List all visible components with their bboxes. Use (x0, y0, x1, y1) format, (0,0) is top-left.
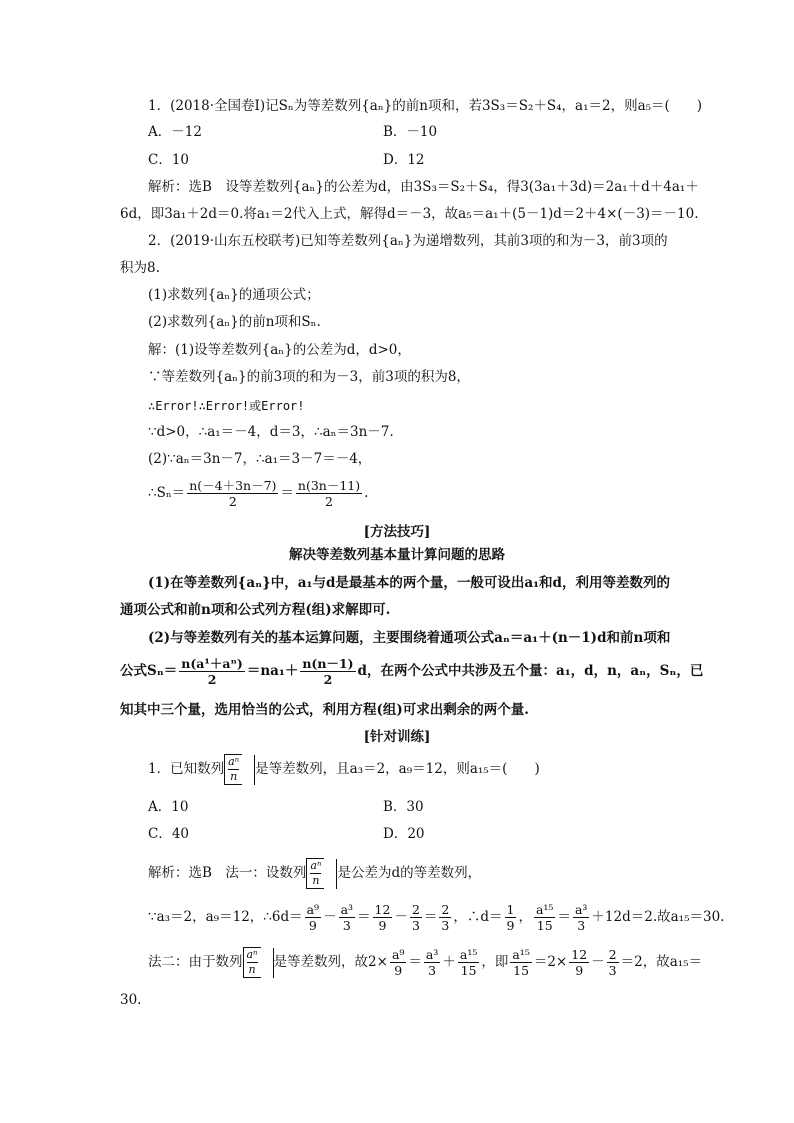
fraction-denominator: 3 (428, 963, 437, 978)
q2-part1: (1)求数列{aₙ}的通项公式； (148, 287, 320, 303)
text-segment: 是等差数列，故2× (273, 954, 388, 970)
method-title: 解决等差数列基本量计算问题的思路 (289, 547, 505, 563)
brace-numerator: aⁿ (228, 755, 240, 768)
fraction-numerator: a¹⁵ (512, 947, 530, 962)
fraction-numerator: 12 (571, 947, 588, 962)
training-q1-prefix: 1．已知数列 (148, 761, 225, 777)
q1-option-d: D．12 (383, 152, 425, 168)
brace-right-bar (242, 755, 255, 785)
q2-solution-line2: ∵等差数列{aₙ}的前3项的和为－3，前3项的积为8， (148, 369, 470, 385)
fraction (439, 902, 451, 933)
fraction-numerator: a¹⁵ (459, 947, 478, 962)
method-p2-line2 (120, 656, 703, 687)
fraction-numerator: n(a¹＋aⁿ) (181, 656, 243, 671)
fraction (410, 902, 422, 933)
fraction (339, 902, 355, 933)
text-segment: ＝2，故a₁₅＝ (620, 954, 703, 970)
training-solution-prefix: 解析：选B 法一：设数列 (148, 865, 307, 881)
training-solution-line4: 30. (120, 992, 142, 1008)
fraction-numerator: a⁹ (306, 902, 320, 917)
q2-sum-equals: ＝ (280, 485, 294, 501)
brace-numerator: aⁿ (310, 859, 322, 872)
brace-denominator: n (248, 963, 256, 976)
method-heading: [方法技巧] (363, 524, 431, 540)
training-solution-line3 (148, 947, 702, 978)
fraction-denominator: 2 (207, 672, 217, 687)
q1-option-b: B．－10 (383, 124, 438, 140)
fraction-numerator: 2 (441, 902, 450, 917)
text-segment: － (394, 909, 408, 925)
fraction-denominator: 2 (228, 494, 237, 509)
method-fraction-1 (179, 656, 245, 687)
method-formula-prefix: 公式Sₙ＝ (120, 663, 178, 679)
fraction (607, 947, 619, 978)
fraction-denominator: 3 (577, 918, 586, 933)
fraction-numerator: a¹⁵ (535, 902, 554, 917)
text-segment: ∵a₃＝2，a₉＝12，∴6d＝ (148, 909, 303, 925)
method-fraction-2 (300, 656, 355, 687)
fraction (569, 947, 589, 978)
sequence-brace (224, 754, 242, 785)
q2-solution-line4: ∵d>0，∴a₁＝－4，d＝3，∴aₙ＝3n－7. (148, 424, 394, 440)
q2-sum-end: . (364, 485, 369, 501)
fraction-denominator: 9 (394, 963, 403, 978)
fraction-denominator: 3 (342, 918, 351, 933)
training-option-a: A．10 (148, 799, 189, 815)
training-solution-suffix: 是公差为d的等差数列， (337, 865, 482, 881)
text-segment: － (591, 954, 605, 970)
fraction-denominator: 15 (460, 963, 477, 978)
fraction-denominator: 2 (323, 672, 333, 687)
text-segment: 法二：由于数列 (148, 954, 243, 970)
text-segment: ＝ (408, 954, 422, 970)
text-segment: ＋ (442, 954, 456, 970)
fraction-denominator: 15 (513, 963, 530, 978)
fraction (305, 902, 321, 933)
training-heading: [针对训练] (363, 729, 431, 745)
text-segment: ＝ (557, 909, 571, 925)
method-p2-line1: (2)与等差数列有关的基本运算问题，主要围绕着通项公式aₙ＝a₁＋(n－1)d和前n项和 (148, 630, 671, 646)
training-option-b: B．30 (383, 799, 424, 815)
text-segment: ＋12d＝2.故a₁₅＝30. (591, 909, 725, 925)
training-q1-suffix: 是等差数列，且a₃＝2，a₉＝12，则a₁₅＝( ) (255, 761, 540, 777)
q2-sum-prefix: ∴Sₙ＝ (148, 485, 186, 501)
fraction-denominator: 9 (506, 918, 515, 933)
training-option-c: C．40 (148, 826, 190, 842)
fraction (390, 947, 406, 978)
text-segment: ＝ (357, 909, 371, 925)
fraction-numerator: 1 (506, 902, 515, 917)
q1-option-c: C．10 (148, 152, 190, 168)
training-option-d: D．20 (383, 826, 425, 842)
fraction-numerator: n(3n－11) (297, 478, 361, 493)
fraction-numerator: a³ (425, 947, 439, 962)
fraction-denominator: 3 (608, 963, 617, 978)
sequence-brace (243, 947, 261, 978)
training-solution-line2 (148, 902, 724, 933)
method-formula-post: d，在两个公式中共涉及五个量：a₁，d，n，aₙ，Sₙ，已 (357, 663, 704, 679)
fraction-denominator: 15 (536, 918, 553, 933)
training-solution-line1 (148, 858, 481, 889)
method-p1-line1: (1)在等差数列{aₙ}中，a₁与d是最基本的两个量，一般可设出a₁和d，利用等差数列的 (148, 575, 670, 591)
q2-solution-error-line: ∴Error!∴Error!或Error! (148, 399, 305, 413)
brace-numerator: aⁿ (246, 948, 258, 961)
fraction (424, 947, 440, 978)
fraction (505, 902, 517, 933)
fraction-denominator: 3 (411, 918, 420, 933)
q2-part2: (2)求数列{aₙ}的前n项和Sₙ. (148, 314, 321, 330)
fraction-denominator: 9 (575, 963, 584, 978)
q2-stem-line1: 2．(2019·山东五校联考)已知等差数列{aₙ}为递增数列，其前3项的和为－3，前3项的 (148, 233, 668, 249)
fraction-numerator: a⁹ (391, 947, 405, 962)
q2-solution-line1: 解：(1)设等差数列{aₙ}的公差为d，d>0， (148, 342, 411, 358)
fraction-numerator: 2 (411, 902, 420, 917)
method-formula-mid: ＝na₁＋ (246, 663, 299, 679)
brace-right-bar (261, 948, 274, 978)
fraction-numerator: a³ (574, 902, 588, 917)
text-segment: － (323, 909, 337, 925)
fraction-numerator: 2 (608, 947, 617, 962)
q2-solution-line5: (2)∵aₙ＝3n－7，∴a₁＝3－7＝－4， (148, 451, 372, 467)
fraction-numerator: n(－4＋3n－7) (189, 478, 277, 493)
fraction-denominator: 9 (308, 918, 317, 933)
fraction (534, 902, 555, 933)
q1-option-a: A．－12 (148, 124, 202, 140)
fraction-numerator: a³ (340, 902, 354, 917)
fraction (373, 902, 393, 933)
q1-solution-line2: 6d，即3a₁＋2d＝0.将a₁＝2代入上式，解得d＝－3，故a₅＝a₁＋(5－1)d＝2＋4×(－3)＝－10. (120, 206, 699, 222)
fraction-denominator: 9 (378, 918, 387, 933)
training-q1-stem (148, 754, 540, 785)
sequence-brace (306, 858, 324, 889)
brace-denominator: n (230, 770, 238, 783)
fraction (510, 947, 531, 978)
fraction-denominator: 2 (325, 494, 333, 509)
fraction-numerator: 12 (374, 902, 391, 917)
text-segment: ，即 (481, 954, 509, 970)
q2-sum-fraction-2 (296, 478, 362, 509)
text-segment: ＝ (423, 909, 438, 925)
method-p1-line2: 通项公式和前n项和公式列方程(组)求解即可. (120, 602, 391, 618)
fraction (458, 947, 479, 978)
fraction-denominator: 3 (441, 918, 450, 933)
brace-denominator: n (312, 874, 320, 887)
fraction (573, 902, 589, 933)
q2-sum-fraction-1 (187, 478, 278, 509)
text-segment: ， (518, 909, 532, 925)
q2-solution-sum-formula (148, 478, 368, 509)
fraction-numerator: n(n－1) (302, 656, 354, 671)
text-segment: ，∴d＝ (453, 909, 503, 925)
q1-stem: 1．(2018·全国卷Ⅰ)记Sₙ为等差数列{aₙ}的前n项和，若3S₃＝S₂＋S₄，a₁＝2，则a₅＝( ) (148, 98, 703, 114)
q2-stem-line2: 积为8. (120, 260, 160, 276)
q1-solution-line1: 解析：选B 设等差数列{aₙ}的公差为d，由3S₃＝S₂＋S₄，得3(3a₁＋3d)＝2a₁＋d＋4a₁＋ (148, 179, 699, 195)
brace-right-bar (324, 859, 337, 889)
text-segment: ＝2× (533, 954, 568, 970)
method-p2-line3: 知其中三个量，选用恰当的公式，利用方程(组)可求出剩余的两个量. (120, 702, 529, 718)
